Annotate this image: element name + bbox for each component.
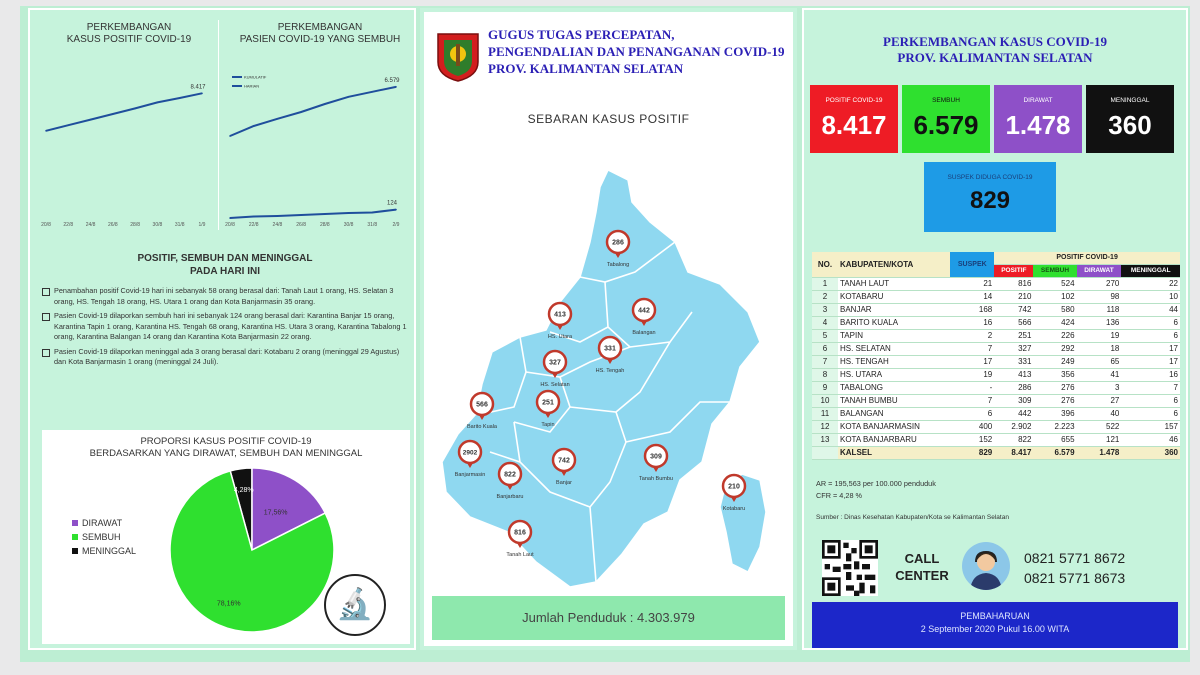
table-row <box>812 304 1180 317</box>
pin-value: 251 <box>542 399 554 407</box>
right-panel <box>802 8 1188 650</box>
table-cell: 16 <box>950 317 994 330</box>
legend-sembuh <box>72 530 136 544</box>
table-cell: 136 <box>1077 317 1122 330</box>
table-cell: 8.417 <box>994 447 1033 460</box>
table-cell: 286 <box>994 382 1033 395</box>
phone-numbers <box>1024 548 1125 588</box>
table-cell: 226 <box>1033 330 1076 343</box>
positif-chart-title <box>54 22 204 46</box>
data-point <box>229 217 231 219</box>
daily-title-l2: PADA HARI INI <box>190 266 260 277</box>
pin-value: 822 <box>504 471 516 479</box>
table-cell: KOTA BANJARMASIN <box>838 421 950 434</box>
table-cell: 2 <box>950 330 994 343</box>
table-cell: 98 <box>1077 291 1122 304</box>
legend-swatch <box>232 85 242 87</box>
table-cell: 829 <box>950 447 994 460</box>
pin-region-name: Tanah Bumbu <box>639 476 673 482</box>
data-point <box>348 212 350 214</box>
pin-value: 2902 <box>462 449 478 457</box>
stat-dirawat-value: 1.478 <box>1005 110 1071 140</box>
heading-line1: GUGUS TUGAS PERCEPATAN, <box>488 27 675 42</box>
stat-suspek-label: SUSPEK DIDUGA COVID-19 <box>947 174 1033 181</box>
pin-region-name: Balangan <box>632 330 656 336</box>
th-suspek: SUSPEK <box>950 252 994 278</box>
data-point <box>201 93 203 95</box>
legend-label-sembuh: SEMBUH <box>82 532 121 542</box>
pin-region-name: Banjar <box>556 480 572 486</box>
call-center-operator-icon <box>962 542 1010 590</box>
positif-line-chart <box>40 50 216 230</box>
legend-label-meninggal: MENINGGAL <box>82 546 137 556</box>
pin-region-name: Banjarmasin <box>454 472 486 478</box>
pin-value: 309 <box>650 453 662 461</box>
stat-meninggal-value: 360 <box>1108 110 1152 140</box>
table-cell: 331 <box>994 356 1033 369</box>
table-cell: 6 <box>1121 317 1180 330</box>
pin-value: 413 <box>554 311 566 319</box>
table-cell: 3 <box>1077 382 1122 395</box>
x-tick-label: 30/8 <box>152 222 163 228</box>
pie-box <box>42 430 410 644</box>
table-row <box>812 408 1180 421</box>
table-cell: 1.478 <box>1077 447 1122 460</box>
table-cell: 413 <box>994 369 1033 382</box>
stat-dirawat-label: DIRAWAT <box>1023 97 1053 104</box>
left-panel <box>28 8 416 650</box>
table-cell: 102 <box>1033 291 1076 304</box>
call-label-l1: CALL <box>904 551 940 566</box>
table-cell: 655 <box>1033 434 1076 447</box>
table-cell: 7 <box>1121 382 1180 395</box>
district-table-body <box>812 278 1180 460</box>
table-cell: 6 <box>1121 330 1180 343</box>
table-cell: 157 <box>1121 421 1180 434</box>
data-point <box>253 216 255 218</box>
legend-label: HARIAN <box>244 83 260 89</box>
th-dirawat: DIRAWAT <box>1077 265 1122 278</box>
table-cell: 442 <box>994 408 1033 421</box>
table-cell: 6 <box>1121 408 1180 421</box>
pin-region-name: HS. Utara <box>547 334 573 340</box>
rate-notes <box>816 478 936 502</box>
table-row <box>812 369 1180 382</box>
daily-bullet-meninggal: Pasien Covid-19 dilaporkan meninggal ada 3 orang berasal dari: Kotabaru 2 orang (meninggal 29 Agustus) dan Kota Banjarmasin 1 orang (meninggal 24 Juli). <box>42 347 408 368</box>
table-cell: 14 <box>950 291 994 304</box>
table-cell: 566 <box>994 317 1033 330</box>
pie-title-l1: PROPORSI KASUS POSITIF COVID-19 <box>140 436 312 447</box>
data-point <box>179 97 181 99</box>
table-cell: 360 <box>1121 447 1180 460</box>
table-cell: KALSEL <box>838 447 950 460</box>
pin-region-name: Tanah Laut <box>506 552 534 558</box>
table-cell: 400 <box>950 421 994 434</box>
x-tick-label: 2/9 <box>392 222 400 228</box>
table-cell: 19 <box>950 369 994 382</box>
province-map <box>430 162 787 592</box>
series-line <box>230 210 396 218</box>
data-point <box>157 102 159 104</box>
table-cell: 2.223 <box>1033 421 1076 434</box>
legend-label: KUMULATIF <box>244 74 267 80</box>
table-cell: HS. TENGAH <box>838 356 950 369</box>
phone-2: 0821 5771 8673 <box>1024 570 1126 586</box>
table-cell: 249 <box>1033 356 1076 369</box>
x-tick-label: 20/8 <box>225 222 235 228</box>
table-cell: 12 <box>812 421 838 434</box>
table-row <box>812 343 1180 356</box>
pin-region-name: Banjarbaru <box>496 494 524 500</box>
summary-title-l2: PROV. KALIMANTAN SELATAN <box>897 50 1093 65</box>
positif-chart-title-l2: KASUS POSITIF COVID-19 <box>66 34 192 45</box>
microscope-icon: 🔬 <box>324 574 386 636</box>
table-cell: 6 <box>1121 395 1180 408</box>
table-cell: 44 <box>1121 304 1180 317</box>
map-pin-banjar <box>553 449 575 486</box>
table-cell: 210 <box>994 291 1033 304</box>
table-cell: 65 <box>1077 356 1122 369</box>
table-cell: 11 <box>812 408 838 421</box>
daily-bullets <box>42 286 408 372</box>
pin-value: 816 <box>514 529 526 537</box>
table-cell: 522 <box>1077 421 1122 434</box>
data-point <box>277 215 279 217</box>
stat-meninggal-label: MENINGGAL <box>1110 97 1150 104</box>
table-cell: 3 <box>812 304 838 317</box>
pin-region-name: HS. Tengah <box>595 368 625 374</box>
table-cell: 10 <box>812 395 838 408</box>
pin-value: 331 <box>604 345 616 353</box>
task-force-heading <box>488 26 784 77</box>
table-cell: 46 <box>1121 434 1180 447</box>
table-cell: 6 <box>812 343 838 356</box>
case-fatality-rate: CFR = 4,28 % <box>816 491 863 500</box>
table-cell: 276 <box>1033 382 1076 395</box>
pie-title <box>42 436 410 460</box>
legend-swatch-sembuh <box>72 534 78 540</box>
infographic-board <box>20 6 1190 662</box>
daily-bullet-sembuh: Pasien Covid-19 dilaporkan sembuh hari ini sebanyak 124 orang berasal dari: Karantina Banjar 15 orang, Karantina Tapin 1 orang, Karantina HS. Tengah 68 orang, Karantina HS. Utara 3 orang, Karantina Tabalong 1 orang, Karantina Balangan 14 orang dan Karantina Kota Banjarmasin 22 orang. <box>42 311 408 343</box>
table-cell: 7 <box>950 343 994 356</box>
table-row <box>812 291 1180 304</box>
table-cell: 816 <box>994 278 1033 291</box>
daily-bullet-positif: Penambahan positif Covid-19 hari ini sebanyak 58 orang berasal dari: Tanah Laut 1 orang, HS. Selatan 3 orang, HS. Tengah 18 orang, HS. Utara 1 orang dan Kota Banjarmasin 35 orang. <box>42 286 408 307</box>
table-row <box>812 395 1180 408</box>
pin-region-name: HS. Selatan <box>540 382 570 388</box>
table-cell: 118 <box>1077 304 1122 317</box>
table-cell: 22 <box>1121 278 1180 291</box>
table-cell: BANJAR <box>838 304 950 317</box>
table-row <box>812 356 1180 369</box>
map-title: SEBARAN KASUS POSITIF <box>527 112 690 126</box>
table-cell: 2 <box>812 291 838 304</box>
table-cell: 292 <box>1033 343 1076 356</box>
table-cell: 17 <box>950 356 994 369</box>
table-cell: 7 <box>950 395 994 408</box>
pin-region-name: Tabalong <box>606 262 630 268</box>
table-cell: 251 <box>994 330 1033 343</box>
table-cell: BALANGAN <box>838 408 950 421</box>
table-cell: 276 <box>1033 395 1076 408</box>
x-tick-label: 30/8 <box>343 222 354 228</box>
pin-value: 210 <box>728 483 740 491</box>
pie-data-label: 17,56% <box>263 509 288 517</box>
table-cell: 8 <box>812 369 838 382</box>
stat-positif <box>810 85 898 153</box>
table-cell: 5 <box>812 330 838 343</box>
table-cell: 356 <box>1033 369 1076 382</box>
map-pin-balangan <box>632 299 655 336</box>
data-point <box>395 86 397 88</box>
table-cell: 13 <box>812 434 838 447</box>
table-cell: 21 <box>950 278 994 291</box>
data-point <box>112 113 114 115</box>
pin-value: 566 <box>476 401 488 409</box>
table-row <box>812 434 1180 447</box>
th-sembuh: SEMBUH <box>1033 265 1076 278</box>
pin-region-name: Kotabaru <box>722 506 746 512</box>
table-cell: 524 <box>1033 278 1076 291</box>
daily-title-l1: POSITIF, SEMBUH DAN MENINGGAL <box>137 253 313 264</box>
data-point <box>67 124 69 126</box>
table-cell: 17 <box>1121 356 1180 369</box>
data-point <box>134 108 136 110</box>
x-tick-label: 24/8 <box>85 222 96 228</box>
series-line <box>230 87 396 136</box>
table-cell: 19 <box>1077 330 1122 343</box>
update-banner <box>812 602 1178 648</box>
th-no: NO. <box>812 252 838 278</box>
table-cell: 270 <box>1077 278 1122 291</box>
sembuh-chart-title-l1: PERKEMBANGAN <box>277 22 363 33</box>
table-cell: KOTA BANJARBARU <box>838 434 950 447</box>
pie-chart <box>162 458 342 638</box>
table-cell: TANAH LAUT <box>838 278 950 291</box>
summary-title-l1: PERKEMBANGAN KASUS COVID-19 <box>883 34 1107 49</box>
x-tick-label: 22/8 <box>63 222 74 228</box>
update-label: PEMBAHARUAN <box>960 611 1030 621</box>
table-cell: 4 <box>812 317 838 330</box>
map-pin-kotabaru <box>723 475 745 512</box>
map-mainland <box>442 170 760 587</box>
sembuh-line-chart <box>224 50 410 230</box>
data-point <box>300 111 302 113</box>
table-cell: TANAH BUMBU <box>838 395 950 408</box>
table-cell: 822 <box>994 434 1033 447</box>
table-cell: 7 <box>812 356 838 369</box>
data-point <box>300 214 302 216</box>
th-positif-group: POSITIF COVID-19 <box>994 252 1180 265</box>
table-cell: 168 <box>950 304 994 317</box>
table-cell: 396 <box>1033 408 1076 421</box>
last-value-label: 6.579 <box>384 77 400 84</box>
district-table <box>812 252 1180 460</box>
x-tick-label: 28/8 <box>130 222 141 228</box>
pin-region-name: Barito Kuala <box>467 424 497 430</box>
table-cell: 40 <box>1077 408 1122 421</box>
table-cell: 16 <box>1121 369 1180 382</box>
th-positif: POSITIF <box>994 265 1033 278</box>
table-row <box>812 278 1180 291</box>
th-meninggal: MENINGGAL <box>1121 265 1180 278</box>
table-cell: 327 <box>994 343 1033 356</box>
pin-value: 327 <box>549 359 561 367</box>
daily-section-title <box>50 252 400 278</box>
legend-meninggal <box>72 544 136 558</box>
phone-1: 0821 5771 8672 <box>1024 550 1126 566</box>
pin-value: 742 <box>558 457 570 465</box>
table-row <box>812 382 1180 395</box>
th-kabupaten: KABUPATEN/KOTA <box>838 252 950 278</box>
table-cell: 742 <box>994 304 1033 317</box>
stat-positif-label: POSITIF COVID-19 <box>825 97 883 104</box>
table-cell: 17 <box>1121 343 1180 356</box>
legend-label-dirawat: DIRAWAT <box>82 518 123 528</box>
table-cell: TABALONG <box>838 382 950 395</box>
positif-chart-title-l1: PERKEMBANGAN <box>86 22 172 33</box>
data-point <box>229 135 231 137</box>
data-point <box>395 209 397 211</box>
x-tick-label: 31/8 <box>174 222 185 228</box>
table-cell: 121 <box>1077 434 1122 447</box>
data-point <box>90 119 92 121</box>
x-tick-label: 28/8 <box>319 222 330 228</box>
stat-positif-value: 8.417 <box>821 110 887 140</box>
stat-sembuh-value: 6.579 <box>913 110 979 140</box>
table-cell: KOTABARU <box>838 291 950 304</box>
stat-sembuh-label: SEMBUH <box>932 97 960 104</box>
data-point <box>371 212 373 214</box>
pin-value: 442 <box>638 307 650 315</box>
pin-value: 286 <box>612 239 624 247</box>
data-point <box>277 118 279 120</box>
x-tick-label: 26/8 <box>107 222 118 228</box>
pie-legend <box>72 516 136 558</box>
pin-region-name: Tapin <box>541 422 555 428</box>
table-cell: 6 <box>950 408 994 421</box>
data-point <box>371 91 373 93</box>
table-row <box>812 317 1180 330</box>
data-point <box>253 125 255 127</box>
table-cell: 1 <box>812 278 838 291</box>
pie-data-label: 4,28% <box>233 487 254 495</box>
population-bar: Jumlah Penduduk : 4.303.979 <box>432 596 785 640</box>
province-logo <box>436 32 480 82</box>
middle-panel <box>420 8 797 650</box>
table-cell: - <box>950 382 994 395</box>
map-pin-banjarbaru <box>497 463 524 500</box>
sembuh-chart-title <box>230 22 410 46</box>
chart-divider <box>218 20 219 230</box>
summary-title <box>804 34 1186 66</box>
call-label-l2: CENTER <box>895 568 949 583</box>
table-cell: 10 <box>1121 291 1180 304</box>
last-value-label: 8.417 <box>190 84 206 91</box>
table-cell: 18 <box>1077 343 1122 356</box>
sembuh-chart-title-l2: PASIEN COVID-19 YANG SEMBUH <box>239 34 401 45</box>
legend-swatch <box>232 76 242 78</box>
legend-swatch-meninggal <box>72 548 78 554</box>
stat-dirawat <box>994 85 1082 153</box>
data-source: Sumber : Dinas Kesehatan Kabupaten/Kota se Kalimantan Selatan <box>816 514 1009 521</box>
legend-dirawat <box>72 516 136 530</box>
pie-data-label: 78,16% <box>216 600 241 608</box>
data-point <box>324 213 326 215</box>
table-cell <box>812 447 838 460</box>
heading-line3: PROV. KALIMANTAN SELATAN <box>488 61 684 76</box>
legend-swatch-dirawat <box>72 520 78 526</box>
table-cell: BARITO KUALA <box>838 317 950 330</box>
map-pin-tabalong <box>607 231 629 268</box>
table-row <box>812 421 1180 434</box>
x-tick-label: 31/8 <box>367 222 378 228</box>
call-center-label <box>892 550 952 584</box>
table-row <box>812 330 1180 343</box>
heading-line2: PENGENDALIAN DAN PENANGANAN COVID-19 <box>488 44 785 59</box>
x-tick-label: 1/9 <box>198 222 206 228</box>
x-tick-label: 20/8 <box>41 222 51 228</box>
stat-sembuh <box>902 85 990 153</box>
data-point <box>348 96 350 98</box>
stat-suspek <box>924 162 1056 232</box>
attack-rate: AR = 195,563 per 100.000 penduduk <box>816 479 936 488</box>
stat-meninggal <box>1086 85 1174 153</box>
table-cell: TAPIN <box>838 330 950 343</box>
table-cell: HS. SELATAN <box>838 343 950 356</box>
table-cell: 424 <box>1033 317 1076 330</box>
data-point <box>324 103 326 105</box>
table-cell: HS. UTARA <box>838 369 950 382</box>
data-point <box>45 130 47 132</box>
qr-code-icon <box>822 540 878 596</box>
last-value-label: 124 <box>386 200 398 207</box>
table-cell: 9 <box>812 382 838 395</box>
table-cell: 152 <box>950 434 994 447</box>
table-cell: 41 <box>1077 369 1122 382</box>
table-cell: 2.902 <box>994 421 1033 434</box>
table-cell: 6.579 <box>1033 447 1076 460</box>
map-pin-hs-utara <box>548 303 573 340</box>
update-date: 2 September 2020 Pukul 16.00 WITA <box>920 624 1070 634</box>
table-cell: 580 <box>1033 304 1076 317</box>
table-total-row <box>812 447 1180 460</box>
stat-suspek-value: 829 <box>969 187 1011 214</box>
table-cell: 27 <box>1077 395 1122 408</box>
x-tick-label: 26/8 <box>296 222 307 228</box>
x-tick-label: 24/8 <box>272 222 283 228</box>
x-tick-label: 22/8 <box>248 222 259 228</box>
table-cell: 309 <box>994 395 1033 408</box>
series-line <box>46 93 202 130</box>
pie-title-l2: BERDASARKAN YANG DIRAWAT, SEMBUH DAN MENINGGAL <box>89 448 363 459</box>
